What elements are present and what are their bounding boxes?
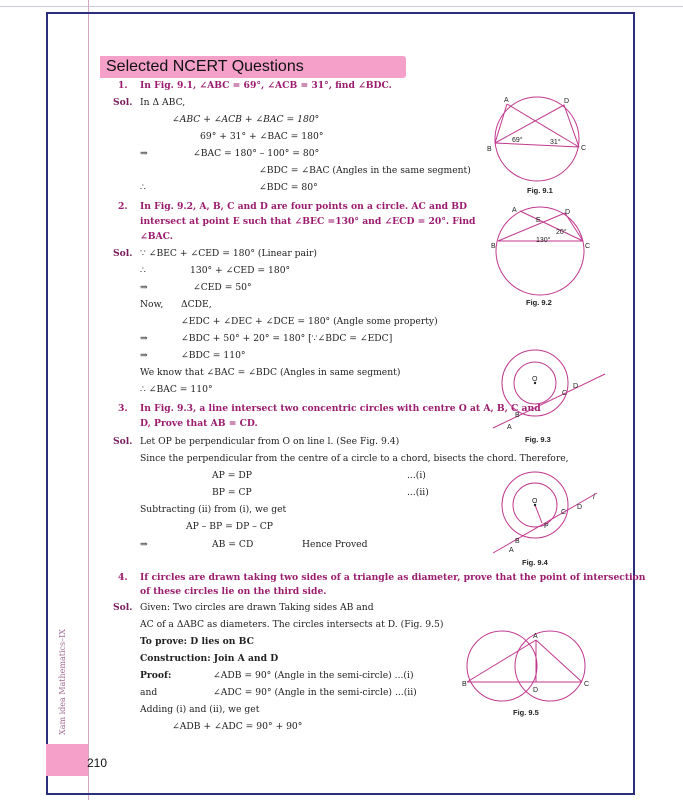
sol4-line: ∠ADB + ∠ADC = 90° + 90° [172,721,303,732]
sol4-label: Sol. [113,602,133,613]
page-number-tab [46,744,88,776]
sol3-line: AP = DP [212,470,252,481]
sol1-line: ∠BDC = 80° [259,182,318,193]
fig5-label-C: C [584,681,590,688]
implies-symbol: ⇒ [140,148,148,159]
fig2-label-D: D [565,209,571,216]
sol3-line: AB = CD [212,539,254,550]
fig4-label-O: O [532,498,538,505]
book-title-vertical: Xam idea Mathematics–IX [58,629,67,735]
sol4-line: To prove: D lies on BC [140,636,254,647]
figure-9-2 [490,207,600,312]
sol3-label: Sol. [113,436,133,447]
fig2-angle-C: 20° [556,229,567,236]
sol4-line: Adding (i) and (ii), we get [140,704,260,715]
now-label: Now, [140,299,164,310]
fig5-caption: Fig. 9.5 [513,708,539,717]
fig4-label-A: A [509,547,514,554]
sol2-line: ΔCDE, [181,299,212,310]
sol3-line: BP = CP [212,487,252,498]
fig2-label-A: A [512,207,517,214]
fig3-label-A: A [507,424,512,431]
sol3-line: Let OP be perpendicular from O on line l. (See Fig. 9.4) [140,436,400,447]
q2-number: 2. [118,201,128,212]
sol1-line: In Δ ABC, [140,97,186,108]
equation-ref: ...(i) [407,470,426,481]
sol4-line: ∠ADB = 90° (Angle in the semi-circle) ...(i) [213,670,414,681]
figure-9-4 [495,465,610,570]
sol3-line: Subtracting (ii) from (i), we get [140,504,287,515]
q4-number: 4. [118,572,128,583]
page-number: 210 [87,756,108,770]
fig3-label-C: C [562,390,568,397]
fig2-label-B: B [491,243,496,250]
implies-symbol: ⇒ [140,350,148,361]
fig4-label-D: D [577,504,583,511]
sol2-line: ∠BDC + 50° + 20° = 180° [∵∠BDC = ∠EDC] [181,333,393,344]
fig1-caption: Fig. 9.1 [527,186,553,195]
fig3-label-D: D [573,383,579,390]
q1-number: 1. [118,80,128,91]
fig4-label-B: B [515,538,520,545]
fig3-label-O: O [532,376,538,383]
fig4-label-P: P [544,523,549,530]
fig1-angle-C: 31° [550,139,561,146]
sol2-label: Sol. [113,248,133,259]
fig5-label-B: B [462,681,467,688]
sol4-line: AC of a ΔABC as diameters. The circles intersects at D. (Fig. 9.5) [140,619,444,630]
fig2-label-E: E [536,217,541,224]
sol2-line: 130° + ∠CED = 180° [190,265,291,276]
figure-9-1 [487,96,600,196]
top-rule [0,6,683,7]
fig4-caption: Fig. 9.4 [522,558,548,567]
fig3-caption: Fig. 9.3 [525,435,551,444]
fig2-caption: Fig. 9.2 [526,298,552,307]
fig5-label-A: A [533,633,538,640]
and-label: and [140,687,158,698]
fig1-label-C: C [581,145,587,152]
fig3-label-B: B [515,412,520,419]
fig1-angle-B: 69° [512,137,523,144]
q2-text: In Fig. 9.2, A, B, C and D are four points on a circle. AC and BD [140,201,468,212]
sol1-line: ∠BDC = ∠BAC (Angles in the same segment) [259,165,471,176]
sol1-line: ∠ABC + ∠ACB + ∠BAC = 180° [172,114,320,125]
fig1-label-B: B [487,146,492,153]
q4-text: of these circles lie on the third side. [140,586,327,597]
proof-label: Proof: [140,670,172,681]
q4-text: If circles are drawn taking two sides of a triangle as diameter, prove that the point of intersection [140,572,646,583]
therefore-symbol: ∴ [140,182,146,193]
q2-text: ∠BAC. [140,231,173,242]
fig5-label-D: D [533,687,539,694]
section-heading: Selected NCERT Questions [106,58,304,75]
q2-text: intersect at point E such that ∠BEC =130° and ∠ECD = 20°. Find [140,216,476,227]
q3-text: D, Prove that AB = CD. [140,418,258,429]
hence-proved: Hence Proved [302,539,368,550]
sol1-label: Sol. [113,97,133,108]
q1-text: In Fig. 9.1, ∠ABC = 69°, ∠ACB = 31°, find ∠BDC. [140,80,392,91]
sol4-line: Construction: Join A and D [140,653,279,664]
fig1-label-D: D [564,98,570,105]
figure-9-3 [495,348,610,448]
fig2-angle-E: 130° [536,237,551,244]
sol2-line: ∠EDC + ∠DEC + ∠DCE = 180° (Angle some property) [181,316,438,327]
sol4-line: Given: Two circles are drawn Taking sides AB and [140,602,374,613]
q3-text: In Fig. 9.3, a line intersect two concentric circles with centre O at A, B, C and [140,403,541,414]
sol2-line: ∴ ∠BAC = 110° [140,384,213,395]
equation-ref: ...(ii) [407,487,429,498]
fig4-label-l: l [593,494,595,501]
sol1-line: ∠BAC = 180° – 100° = 80° [193,148,320,159]
figure-9-5 [460,626,595,721]
implies-symbol: ⇒ [140,282,148,293]
fig2-label-C: C [585,243,591,250]
sol4-line: ∠ADC = 90° (Angle in the semi-circle) ...(ii) [213,687,417,698]
section-heading-banner [100,56,406,78]
q3-number: 3. [118,403,128,414]
fig4-label-C: C [561,509,567,516]
sol1-line: 69° + 31° + ∠BAC = 180° [200,131,324,142]
sol2-line: ∵ ∠BEC + ∠CED = 180° (Linear pair) [140,248,317,259]
sol2-line: We know that ∠BAC = ∠BDC (Angles in same segment) [140,367,401,378]
sol2-line: ∠BDC = 110° [181,350,246,361]
sol2-line: ∠CED = 50° [193,282,252,293]
sol3-line: Since the perpendicular from the centre of a circle to a chord, bisects the chord. Therefore, [140,453,569,464]
implies-symbol: ⇒ [140,539,148,550]
therefore-symbol: ∴ [140,265,146,276]
fig1-label-A: A [504,97,509,104]
implies-symbol: ⇒ [140,333,148,344]
sol3-line: AP – BP = DP – CP [186,521,273,532]
